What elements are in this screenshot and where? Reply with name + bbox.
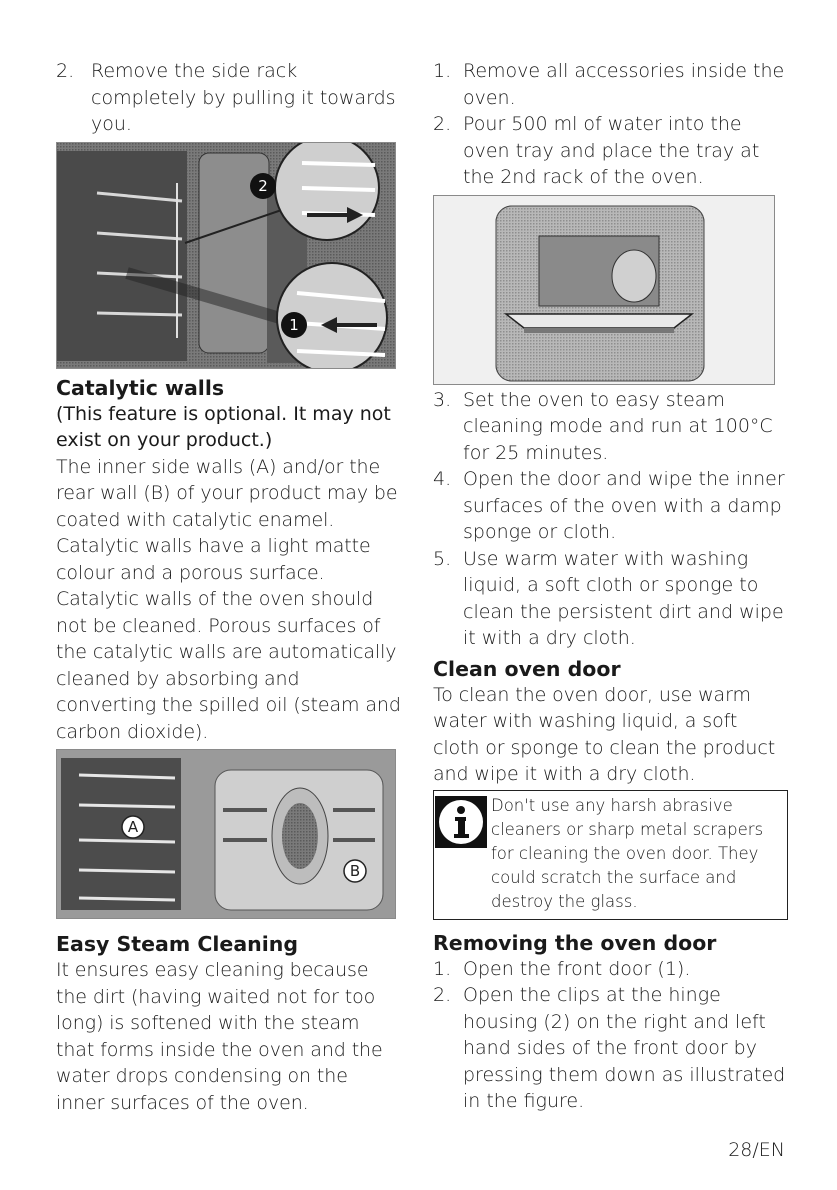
- catalytic-walls-body: The inner side walls (A) and/or the rear wall (B) of your product may be coated with catalytic enamel. Catalytic walls have a light matte colour and a porous surface. Catalytic walls of the oven should not be cleaned. Porous surfaces of the catalytic walls are automatically cleaned by absorbing and converting the spilled oil (steam and carbon dioxide).: [56, 455, 401, 743]
- step-text: Open the front door (1).: [463, 957, 691, 980]
- step-number: 3.: [433, 388, 452, 411]
- step-text: Remove all accessories inside the oven.: [463, 60, 785, 109]
- step-number: 5.: [433, 547, 452, 570]
- notice-box: [433, 790, 788, 920]
- left-column: [56, 58, 402, 1116]
- notice-text: Don't use any harsh abrasive cleaners or sharp metal scrapers for cleaning the oven door. They could scratch the surface and destroy the glass.: [491, 795, 764, 912]
- step-number: 4.: [433, 468, 452, 490]
- catalytic-walls-figure: [56, 749, 396, 919]
- clean-oven-door-heading: Clean oven door: [433, 656, 621, 681]
- clean-oven-door-body: To clean the oven door, use warm water with washing liquid, a soft cloth or sponge to clean the product and wipe it with a dry cloth.: [433, 683, 776, 785]
- step-number: 2.: [433, 113, 452, 135]
- oven-tray-figure: [433, 195, 775, 385]
- callout-label-1: 1: [289, 315, 299, 334]
- step-open-front-door: [433, 956, 788, 983]
- step-number: 2.: [56, 60, 75, 82]
- step-number: 1.: [433, 60, 452, 82]
- step-text: Set the oven to easy steam cleaning mode and run at 100°C for 25 minutes.: [463, 388, 773, 464]
- step-warm-water: [433, 546, 788, 652]
- catalytic-walls-note: (This feature is optional. It may not exist on your product.): [56, 402, 391, 451]
- callout-label-2: 2: [258, 176, 268, 195]
- step-text: Use warm water with washing liquid, a soft cloth or sponge to clean the persistent dirt and wipe it with a dry cloth.: [463, 547, 784, 649]
- step-text: Pour 500 ml of water into the oven tray and place the tray at the 2nd rack of the oven.: [463, 113, 760, 188]
- label-b-rear-wall: B: [349, 862, 361, 880]
- right-column: [433, 58, 788, 1115]
- info-icon: [435, 796, 487, 848]
- label-a-side-wall: A: [127, 818, 139, 836]
- easy-steam-body: It ensures easy cleaning because the dirt (having waited not for too long) is softened with the steam that forms inside the oven and the water drops condensing on the inner surfaces of the oven.: [56, 959, 383, 1114]
- step-open-door-wipe: [433, 466, 788, 546]
- page-number: 28/EN: [728, 1139, 785, 1161]
- step-remove-side-rack: [56, 58, 402, 138]
- removing-oven-door-heading: Removing the oven door: [433, 930, 717, 955]
- side-rack-figure: [56, 142, 396, 369]
- step-text: Open the door and wipe the inner surfaces of the oven with a damp sponge or cloth.: [463, 468, 785, 543]
- step-number: 2.: [433, 984, 452, 1006]
- step-open-hinge-clips: [433, 982, 788, 1115]
- step-pour-water: [433, 111, 788, 191]
- easy-steam-heading: Easy Steam Cleaning: [56, 932, 299, 956]
- step-remove-accessories: [433, 58, 788, 111]
- step-text: Remove the side rack completely by pulling it towards you.: [91, 60, 396, 135]
- step-set-steam-mode: [433, 387, 788, 467]
- step-number: 1.: [433, 957, 452, 980]
- catalytic-walls-heading: Catalytic walls: [56, 375, 225, 400]
- step-text: Open the clips at the hinge housing (2) on the right and left hand sides of the front door by pressing them down as illustrated in the figure.: [463, 984, 786, 1112]
